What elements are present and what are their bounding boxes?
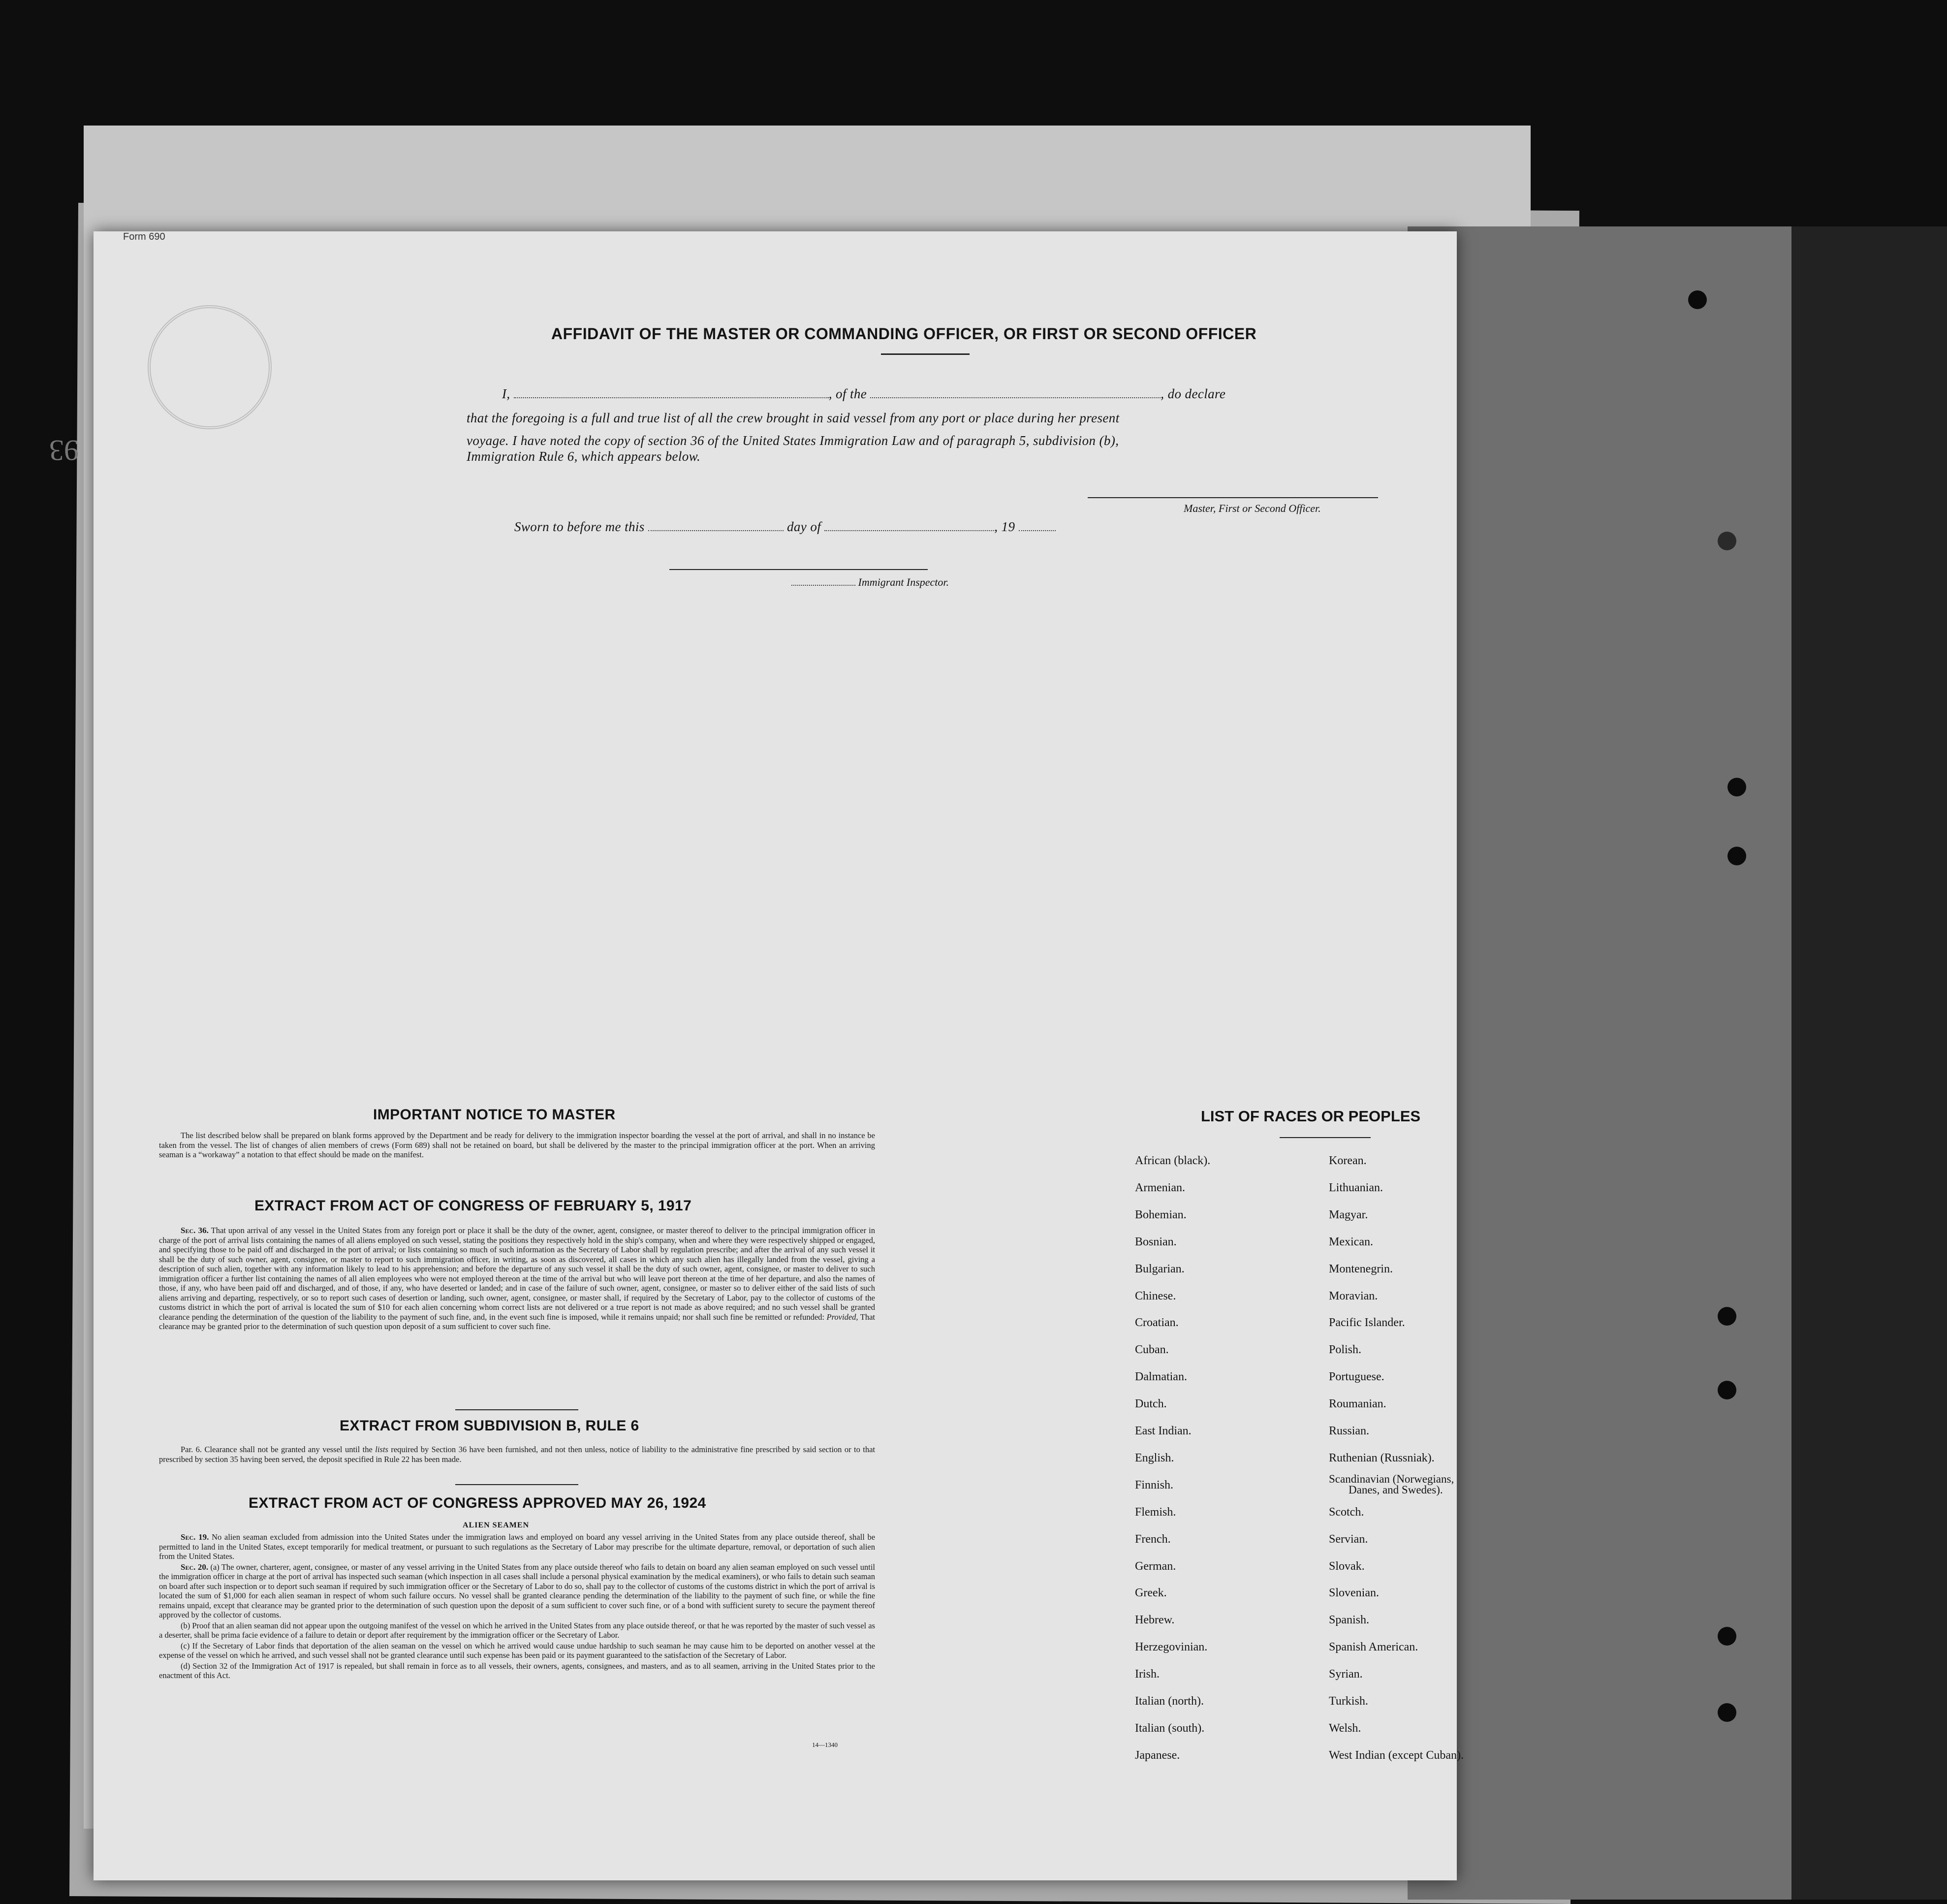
- race-item: West Indian (except Cuban).: [1329, 1748, 1464, 1762]
- sec-19-label: Sec. 19.: [181, 1532, 209, 1542]
- race-item: Flemish.: [1135, 1505, 1176, 1519]
- race-item: Finnish.: [1135, 1478, 1174, 1491]
- race-item: Spanish American.: [1329, 1641, 1418, 1654]
- vessel-name-blank: [870, 397, 1161, 398]
- sec-20a-paragraph: [159, 1562, 875, 1620]
- punch-hole: [1718, 1703, 1736, 1722]
- sec-36-label: Sec. 36.: [181, 1226, 209, 1235]
- faint-seal-stamp: [148, 305, 272, 429]
- race-item: Polish.: [1329, 1343, 1362, 1357]
- race-item: Servian.: [1329, 1532, 1368, 1546]
- inspector-caption-dots: [791, 584, 855, 586]
- race-item: Syrian.: [1329, 1668, 1363, 1681]
- vessel-prefix: , of the: [828, 386, 867, 401]
- race-item-line: Scandinavian (Norwegians,: [1329, 1472, 1454, 1485]
- punch-hole: [1688, 290, 1707, 309]
- race-item: Montenegrin.: [1329, 1262, 1393, 1275]
- race-item: Turkish.: [1329, 1695, 1368, 1708]
- race-item: Scotch.: [1329, 1505, 1364, 1519]
- affidavit-line-1: [502, 386, 1225, 402]
- declarant-name-blank: [514, 397, 829, 398]
- sec-20c-paragraph: (c) If the Secretary of Labor finds that deportation of the alien seaman on the vessel on which he arrived would cause undue hardship to such seaman he may cause him to be deported on another vessel at the expense of the vessel on which he arrived, and such vessel shall not be granted clearance until such expense has been paid or its payment guaranteed to the satisfaction of the Secretary of Labor.: [159, 1641, 875, 1660]
- race-item: Irish.: [1135, 1668, 1160, 1681]
- par-6-label: Par. 6.: [181, 1445, 202, 1454]
- par-6-paragraph: [159, 1445, 875, 1464]
- race-item: Italian (north).: [1135, 1695, 1204, 1708]
- sworn-day-blank: [648, 530, 784, 531]
- day-of-text: day of: [787, 519, 821, 534]
- race-item: Dalmatian.: [1135, 1370, 1187, 1384]
- punch-hole: [1718, 1307, 1736, 1326]
- race-item: [1329, 1474, 1454, 1495]
- sec-19-paragraph: [159, 1532, 875, 1561]
- declare-text: , do declare: [1161, 386, 1226, 401]
- sec-20d-paragraph: (d) Section 32 of the Immigration Act of 1917 is repealed, but shall remain in force as to all vessels, their owners, agents, consignees, and masters, and as to all seamen, arriving in the United States prior to the enactment of this Act.: [159, 1661, 875, 1680]
- race-item: Herzegovinian.: [1135, 1641, 1208, 1654]
- par-6-text-start: Clearance shall not be granted any vessel until the: [204, 1445, 373, 1454]
- sec-20-label: Sec. 20.: [181, 1562, 209, 1572]
- punch-hole: [1718, 1381, 1736, 1399]
- races-title: LIST OF RACES OR PEOPLES: [1201, 1108, 1421, 1125]
- affidavit-line-4: Immigration Rule 6, which appears below.: [467, 449, 701, 464]
- sec-19-text: No alien seaman excluded from admission into the United States under the immigration laws and employed on board any vessel arriving in the United States from any place outside thereof, shall be permitted to land in the United States, except temporarily for medical treatment, or pursuant to such regulations as the Secretary of Labor may prescribe for the ultimate departure, removal, or deportation of such alien from the United States.: [159, 1532, 876, 1561]
- race-item: English.: [1135, 1451, 1174, 1464]
- race-item: Japanese.: [1135, 1748, 1180, 1762]
- punch-hole: [1718, 532, 1736, 550]
- alien-seamen-subtitle: ALIEN SEAMEN: [463, 1521, 530, 1529]
- race-item: Welsh.: [1329, 1721, 1361, 1735]
- inspector-signature-caption: [791, 576, 949, 589]
- act-1917-title: EXTRACT FROM ACT OF CONGRESS OF FEBRUARY 5, 1917: [254, 1198, 692, 1214]
- notice-body: [159, 1131, 875, 1161]
- race-item: Korean.: [1329, 1154, 1367, 1167]
- race-item: Pacific Islander.: [1329, 1316, 1405, 1330]
- proviso-word: Provided,: [826, 1312, 858, 1322]
- sec-20a-text: (a) The owner, charterer, agent, consignee, or master of any vessel arriving in the United States from any place outside thereof who fails to detain on board any alien seaman employed on such vessel until the immigration officer in charge at the port of arrival has inspected such seaman (which inspection in all cases shall include a personal physical examination by the medical examiners), or who fails to detain such seaman on board after such inspection or to deport such seaman if required by such immigration officer or the Secretary of Labor to do so, shall pay to the collector of customs of the customs district in which the port of arrival is located the sum of $1,000 for each alien seaman in respect of whom such failure occurs. No vessel shall be granted clearance pending the determination of the liability to the payment of such fine, or while the fine remains unpaid, except that clearance may be granted prior to the determination of such question upon the deposit of a sum sufficient to cover such fine, or of a bond with sufficient surety to secure the payment thereof approved by the collector of customs.: [159, 1562, 876, 1619]
- race-item: East Indian.: [1135, 1425, 1192, 1437]
- race-item: Hebrew.: [1135, 1614, 1175, 1627]
- punch-hole: [1727, 778, 1746, 796]
- print-code: 14—1340: [812, 1741, 838, 1748]
- act-1924-body: [159, 1532, 875, 1682]
- sec-36-text: That upon arrival of any vessel in the United States from any foreign port or place it shall be the duty of the owner, agent, consignee, or master thereof to deliver to the principal immigration officer in charge of the port of arrival lists containing the names of all aliens employed on such vessel, stating the positions they respectively hold in the ship's company, when and where they were respectively shipped or engaged, and specifying those to be paid off and discharged in the port of arrival; or lists containing so much of such information as the Secretary of Labor shall by regulation prescribe; and after the arrival of any such vessel it shall be the duty of such owner, agent, consignee, or master to report to such immigration officer, in writing, as soon as discovered, all cases in which any such alien has illegally landed from the vessel, giving a description of such alien, together with any information likely to lead to his apprehension; and before the departure of any such vessel it shall be the duty of such owner, agent, consignee, or master to deliver to such immigration officer a further list containing the names of all alien employees who were not employed thereon at the time of the arrival but who will leave port thereon at the time of her departure, and also the names of those, if any, who have been paid off and discharged, and of those, if any, who have deserted or landed; and in case of the failure of such owner, agent, consignee, or master so to deliver either of the said lists of such aliens arriving and departing, respectively, or so to report such cases of desertion or landing, such owner, agent, consignee, or master shall, if required by the Secretary of Labor, pay to the collector of customs of the customs district in which the port of arrival is located the sum of $10 for each alien concerning whom correct lists are not delivered or a true report is not made as above required; and no such vessel shall be granted clearance pending the determination of the question of the liability to the payment of such fine, and, in the event such fine is imposed, while it remains unpaid; nor shall such fine be remitted or refunded:: [159, 1226, 876, 1322]
- race-item: Portuguese.: [1329, 1370, 1384, 1384]
- race-item: Slovak.: [1329, 1559, 1365, 1573]
- race-item: French.: [1135, 1532, 1171, 1546]
- declarant-prefix: I,: [502, 386, 510, 401]
- form-number: Form 690: [123, 231, 165, 242]
- race-item: Cuban.: [1135, 1343, 1169, 1357]
- race-item: Bulgarian.: [1135, 1262, 1185, 1275]
- punch-hole: [1718, 1627, 1736, 1646]
- sworn-year-blank: [1019, 530, 1056, 531]
- race-item: Roumanian.: [1329, 1397, 1386, 1411]
- lists-word: lists: [375, 1445, 388, 1454]
- race-item: Dutch.: [1135, 1397, 1167, 1411]
- affidavit-line-3: voyage. I have noted the copy of section 36 of the United States Immigration Law and of paragraph 5, subdivision (b),: [467, 433, 1119, 448]
- sec-36-paragraph: [159, 1226, 875, 1332]
- race-item: Slovenian.: [1329, 1587, 1379, 1600]
- races-title-rule: [1280, 1137, 1371, 1138]
- title-rule: [881, 353, 970, 355]
- punch-hole: [1727, 847, 1746, 865]
- race-item: Italian (south).: [1135, 1721, 1205, 1735]
- sworn-text: Sworn to before me this: [514, 519, 645, 534]
- race-item: Bosnian.: [1135, 1235, 1177, 1248]
- proviso-text: That clearance may be granted prior to the determination of such question upon deposit of a sum sufficient to cover such fine.: [159, 1312, 876, 1331]
- race-item: Moravian.: [1329, 1289, 1378, 1302]
- affidavit-title: AFFIDAVIT OF THE MASTER OR COMMANDING OFFICER, OR FIRST OR SECOND OFFICER: [551, 325, 1257, 343]
- section-divider: [455, 1409, 578, 1410]
- race-item: Lithuanian.: [1329, 1181, 1383, 1194]
- par-6-text-end: required by Section 36 have been furnished, and not then unless, notice of liability to the administrative fine prescribed by said section or to that prescribed by section 35 having been served, the deposit specified in Rule 22 has been made.: [159, 1445, 876, 1464]
- race-item: Spanish.: [1329, 1614, 1370, 1627]
- section-divider: [455, 1484, 578, 1485]
- notice-paragraph: The list described below shall be prepared on blank forms approved by the Department and be ready for delivery to the immigration inspector boarding the vessel at the port of arrival, and shall in no instance be taken from the vessel. The list of changes of alien members of crews (Form 689) shall not be retained on board, but shall be delivered by the master to the principal immigration officer at the port. When an arriving seaman is a “workaway” a notation to that effect should be made on the manifest.: [159, 1131, 875, 1159]
- year-prefix: , 19: [994, 519, 1015, 534]
- sworn-month-blank: [824, 530, 994, 531]
- act-1917-body: [159, 1226, 875, 1333]
- rule-6-title: EXTRACT FROM SUBDIVISION B, RULE 6: [340, 1418, 639, 1434]
- race-item: Croatian.: [1135, 1316, 1179, 1330]
- race-item: Mexican.: [1329, 1235, 1373, 1248]
- sworn-line: [514, 519, 1056, 535]
- margin-mark: 93: [49, 434, 79, 467]
- inspector-caption-text: Immigrant Inspector.: [858, 576, 949, 588]
- race-item-line: Danes, and Swedes).: [1349, 1483, 1443, 1496]
- race-item: Chinese.: [1135, 1289, 1176, 1302]
- race-item: Ruthenian (Russniak).: [1329, 1451, 1435, 1464]
- race-item: Russian.: [1329, 1425, 1370, 1437]
- race-item: German.: [1135, 1559, 1176, 1573]
- master-signature-caption: Master, First or Second Officer.: [1184, 502, 1321, 514]
- page-shadow: [1791, 226, 1947, 1900]
- act-1924-title: EXTRACT FROM ACT OF CONGRESS APPROVED MAY 26, 1924: [249, 1495, 706, 1511]
- bleed-through-sheet: [1408, 226, 1811, 1900]
- affidavit-line-2: that the foregoing is a full and true list of all the crew brought in said vessel from any port or place during her present: [467, 411, 1120, 425]
- race-item: African (black).: [1135, 1154, 1211, 1167]
- race-item: Magyar.: [1329, 1208, 1368, 1221]
- race-item: Armenian.: [1135, 1181, 1185, 1194]
- sec-20b-paragraph: (b) Proof that an alien seaman did not appear upon the outgoing manifest of the vessel on which he arrived in the United States from any place outside thereof, or that he was reported by the master of such vessel as a deserter, shall be prima facie evidence of a failure to detain or deport after requirement by the immigration officer or the Secretary of Labor.: [159, 1620, 875, 1640]
- race-item: Greek.: [1135, 1587, 1167, 1600]
- rule-6-body: [159, 1445, 875, 1465]
- notice-title: IMPORTANT NOTICE TO MASTER: [373, 1107, 616, 1123]
- inspector-signature-line: [669, 569, 928, 570]
- master-signature-line: [1088, 497, 1378, 498]
- race-item: Bohemian.: [1135, 1208, 1187, 1221]
